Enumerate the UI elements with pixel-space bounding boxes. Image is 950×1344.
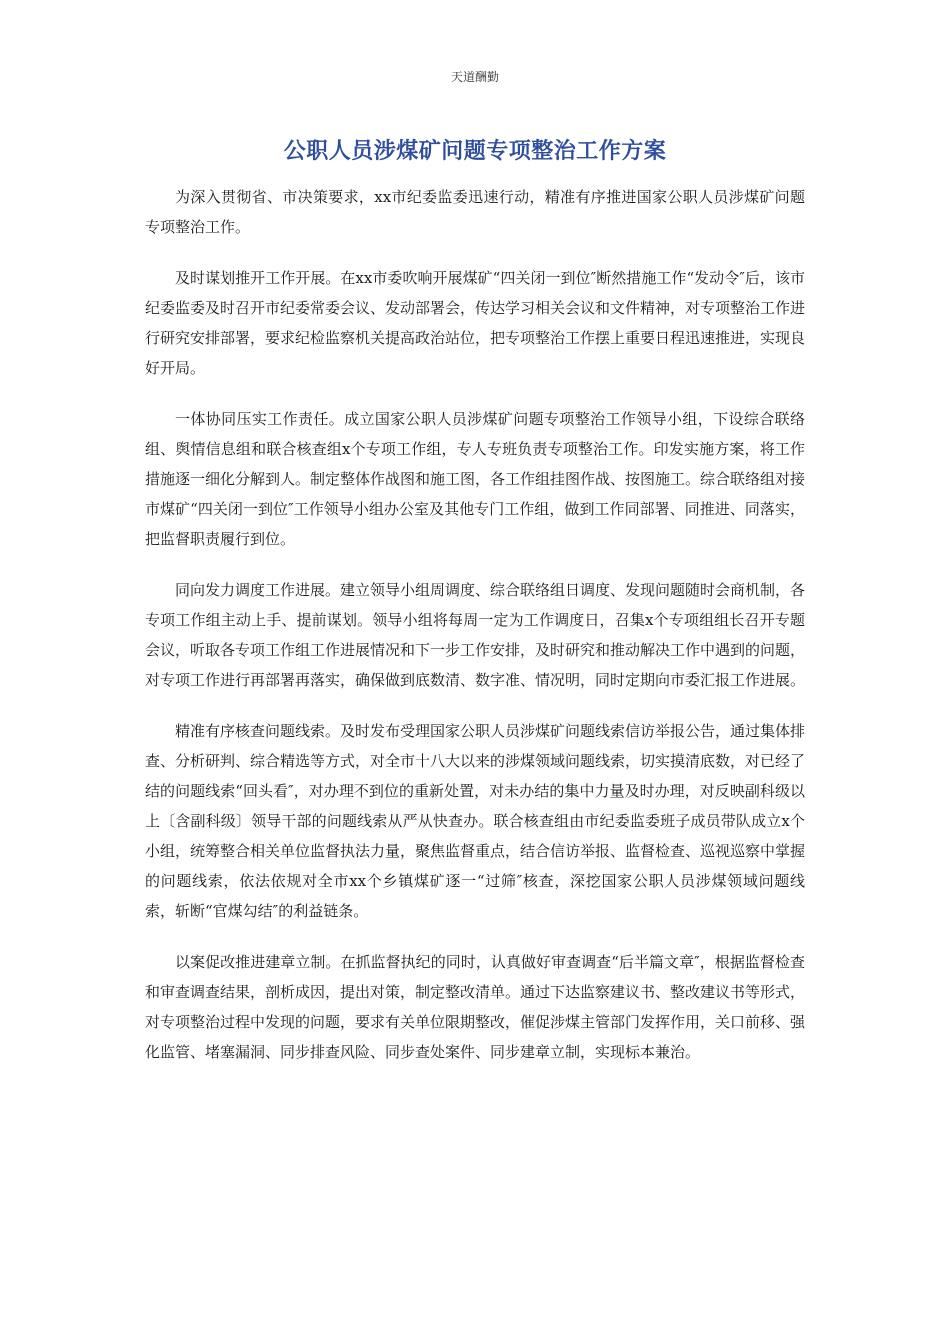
- paragraph-responsibility: 一体协同压实工作责任。成立国家公职人员涉煤矿问题专项整治工作领导小组，下设综合联络组、舆情信息组和联合核查组x个专项工作组，专人专班负责专项整治工作。印发实施方案，将工作措施逐一细化分解到人。制定整体作战图和施工图，各工作组挂图作战、按图施工。综合联络组对接市煤矿“四关闭一到位″工作领导小组办公室及其他专门工作组，做到工作同部署、同推进、同落实，把监督职责履行到位。: [145, 410, 806, 548]
- paragraph-verification: 精准有序核查问题线索。及时发布受理国家公职人员涉煤矿问题线索信访举报公告，通过集体排查、分析研判、综合精选等方式，对全市十八大以来的涉煤领域问题线索，切实摸清底数，对已经了结的问题线索“回头看″，对办理不到位的重新处置，对未办结的集中力量及时办理，对反映副科级以上〔含副科级〕领导干部的问题线索从严从快查办。联合核查组由市纪委监委班子成员带队成立x个小组，统筹整合相关单位监督执法力量，聚焦监督重点，结合信访举报、监督检查、巡视巡察中掌握的问题线索，依法依规对全市xx个乡镇煤矿逐一“过筛″核查，深挖国家公职人员涉煤领域问题线索，斩断“官煤勾结″的利益链条。: [145, 722, 806, 920]
- paragraph-planning: 及时谋划推开工作开展。在xx市委吹响开展煤矿“四关闭一到位″断然措施工作“发动令″后，该市纪委监委及时召开市纪委常委会议、发动部署会，传达学习相关会议和文件精神，对专项整治工作进行研究安排部署，要求纪检监察机关提高政治站位，把专项整治工作摆上重要日程迅速推进，实现良好开局。: [145, 269, 806, 377]
- page-header: 天道酬勤: [450, 70, 499, 84]
- paragraph-scheduling: 同向发力调度工作进展。建立领导小组周调度、综合联络组日调度、发现问题随时会商机制，各专项工作组主动上手、提前谋划。领导小组将每周一定为工作调度日，召集x个专项组组长召开专题会议，听取各专项工作组工作进展情况和下一步工作安排，及时研究和推动解决工作中遇到的问题，对专项工作进行再部署再落实，确保做到底数清、数字准、情况明，同时定期向市委汇报工作进展。: [145, 581, 806, 689]
- paragraph-intro: 为深入贯彻省、市决策要求，xx市纪委监委迅速行动，精准有序推进国家公职人员涉煤矿问题专项整治工作。: [145, 188, 805, 236]
- document-title: 公职人员涉煤矿问题专项整治工作方案: [283, 139, 667, 164]
- document-body: [145, 182, 805, 1088]
- paragraph-rectification: 以案促改推进建章立制。在抓监督执纪的同时，认真做好审查调查“后半篇文章″，根据监督检查和审查调查结果，剖析成因，提出对策，制定整改清单。通过下达监察建议书、整改建议书等形式，对专项整治过程中发现的问题，要求有关单位限期整改，催促涉煤主管部门发挥作用，关口前移、强化监管、堵塞漏洞、同步排查风险、同步查处案件、同步建章立制，实现标本兼治。: [145, 953, 806, 1061]
